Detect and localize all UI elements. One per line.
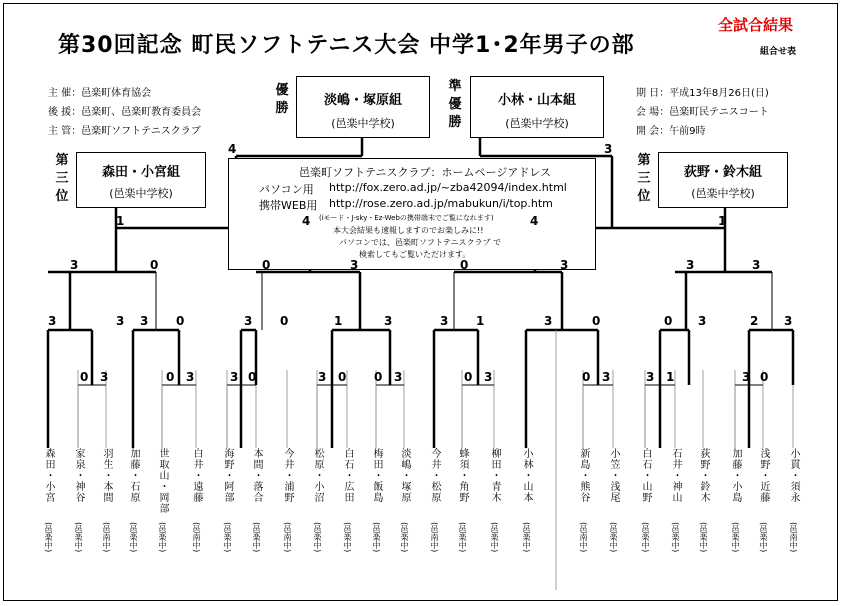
player-name: 家泉・神谷 [73,448,84,503]
third-right-label: 第三位 [637,153,651,204]
first-round-score: 3 [646,370,655,384]
player-school: (邑楽中) [158,522,167,553]
quarter-score: 3 [70,258,79,272]
first-round-score: 3 [484,370,493,384]
runner-up-name: 小林・山本組 [497,93,576,108]
final-score-left: 4 [228,142,237,156]
round2-score: 3 [384,314,393,328]
pc-url-link[interactable]: http://fox.zero.ad.jp/~zba42094/index.html [329,181,567,194]
player-name: 新島・熊谷 [578,448,589,503]
third-right-school: (邑楽中学校) [691,187,755,200]
player-name: 蜂須・角野 [457,448,468,503]
round2-score: 2 [750,314,759,328]
player-name: 森田・小宮 [43,448,54,503]
player-school: (邑南中) [102,522,111,553]
player-school: (邑南中) [579,522,588,553]
player-name: 本間・落合 [251,448,262,503]
player-name: 世取山・岡部 [157,448,168,514]
first-round-score: 0 [464,370,473,384]
player-school: (邑楽中) [731,522,740,553]
player-school: (邑楽中) [490,522,499,553]
notice-note3: パソコンでは、邑楽町ソフトテニスクラブ で [339,238,502,247]
player-school: (邑南中) [430,522,439,553]
first-round-score: 1 [666,370,675,384]
player-name: 羽生・本間 [101,448,112,503]
champion-name: 淡嶋・塚原組 [323,93,402,108]
player-name: 松原・小沼 [312,448,323,503]
round2-score: 0 [664,314,673,328]
quarter-score: 3 [560,258,569,272]
champion-label: 優勝 [275,83,289,116]
player-name: 白石・広田 [342,448,353,503]
first-round-score: 3 [394,370,403,384]
round2-score: 3 [116,314,125,328]
player-school: (邑楽中) [343,522,352,553]
player-school: (邑楽中) [129,522,138,553]
round2-score: 1 [476,314,485,328]
round2-score: 3 [140,314,149,328]
first-round-score: 3 [602,370,611,384]
first-round-score: 3 [230,370,239,384]
player-name: 石井・神山 [670,448,681,503]
player-school: (邑楽中) [223,522,232,553]
third-left-school: (邑楽中学校) [109,187,173,200]
round2-score: 0 [592,314,601,328]
round2-score: 1 [334,314,343,328]
mobile-url-link[interactable]: http://rose.zero.ad.jp/mabukun/i/top.htm [329,197,553,210]
player-school: (邑楽中) [44,522,53,553]
player-school: (邑南中) [192,522,201,553]
first-round-score: 0 [582,370,591,384]
player-school: (邑楽中) [671,522,680,553]
player-school: (邑楽中) [313,522,322,553]
first-round-score: 3 [318,370,327,384]
player-name: 淡嶋・塚原 [399,448,410,503]
player-school: (邑楽中) [641,522,650,553]
quarter-score: 3 [752,258,761,272]
host-line: 主 管：邑楽町ソフトテニスクラブ [48,126,201,137]
result-stamp: 全試合結果 [718,16,794,34]
player-school: (邑楽中) [74,522,83,553]
venue-line: 会 場：邑楽町民テニスコート [636,107,769,118]
quarter-score: 0 [262,258,271,272]
player-name: 小貫・須永 [788,448,799,503]
organizer-line: 主 催：邑楽町体育協会 [48,88,152,99]
player-school: (邑楽中) [400,522,409,553]
first-round-score: 0 [166,370,175,384]
player-name: 柳田・青木 [489,448,500,503]
runner-up-label: 準優勝 [448,79,462,130]
quarter-score: 0 [150,258,159,272]
round2-score: 3 [48,314,57,328]
player-school: (邑楽中) [522,522,531,553]
first-round-score: 3 [186,370,195,384]
first-round-score: 0 [338,370,347,384]
player-school: (邑楽中) [609,522,618,553]
mobile-label: 携帯WEB用 [259,199,318,212]
notice-note4: 検索してもご覧いただけます。 [359,250,471,259]
player-name: 小笠・浅尾 [608,448,619,503]
third-left-name: 森田・小宮組 [101,165,180,180]
player-name: 今井・松原 [429,448,440,503]
round2-score: 3 [440,314,449,328]
player-name: 今井・浦野 [282,448,293,503]
round2-score: 0 [176,314,185,328]
semi-score: 4 [302,214,311,228]
round2-score: 3 [244,314,253,328]
champion-school: (邑楽中学校) [331,117,395,130]
subtitle: 組合せ表 [760,47,797,57]
page-title: 第30回記念 町民ソフトテニス大会 中学1･2年男子の部 [58,33,635,58]
player-name: 荻野・鈴木 [698,448,709,503]
third-right-name: 荻野・鈴木組 [683,165,762,180]
player-name: 浅野・近藤 [758,448,769,503]
player-name: 白石・山野 [640,448,651,503]
first-round-score: 3 [742,370,751,384]
round2-score: 0 [280,314,289,328]
notice-heading: 邑楽町ソフトテニスクラブ：ホームページアドレス [299,166,552,179]
round2-score: 3 [544,314,553,328]
quarter-score: 3 [686,258,695,272]
player-school: (邑南中) [283,522,292,553]
player-name: 梅田・飯島 [371,448,382,503]
player-school: (邑楽中) [759,522,768,553]
first-round-score: 0 [80,370,89,384]
date-line: 期 日：平成13年8月26日(日) [636,88,769,99]
semi-score: 1 [718,214,727,228]
homepage-notice [228,158,596,270]
notice-note1: (iモード・J-sky・Ez-Webの携帯端末でご覧になれます) [319,214,494,222]
first-round-score: 0 [248,370,257,384]
player-school: (邑楽中) [458,522,467,553]
player-school: (邑楽中) [372,522,381,553]
first-round-score: 0 [760,370,769,384]
pc-label: パソコン用 [259,183,314,196]
sponsor-line: 後 援：邑楽町、邑楽町教育委員会 [48,107,202,118]
player-school: (邑楽中) [252,522,261,553]
start-line: 開 会：午前9時 [636,126,706,137]
third-left-label: 第三位 [55,153,69,204]
final-score-right: 3 [604,142,613,156]
first-round-score: 0 [374,370,383,384]
player-name: 加藤・石原 [128,448,139,503]
runner-up-school: (邑楽中学校) [505,117,569,130]
quarter-score: 0 [460,258,469,272]
player-name: 白井・遠藤 [191,448,202,503]
semi-score: 4 [530,214,539,228]
round2-score: 3 [698,314,707,328]
player-school: (邑楽中) [699,522,708,553]
player-school: (邑南中) [789,522,798,553]
round2-score: 3 [784,314,793,328]
quarter-score: 3 [350,258,359,272]
semi-score: 1 [116,214,125,228]
player-name: 加藤・小島 [730,448,741,503]
first-round-score: 3 [100,370,109,384]
player-name: 海野・阿部 [222,448,233,503]
player-name: 小林・山本 [521,448,532,503]
notice-note2: 本大会結果も速報しますのでお楽しみに!! [333,226,484,235]
